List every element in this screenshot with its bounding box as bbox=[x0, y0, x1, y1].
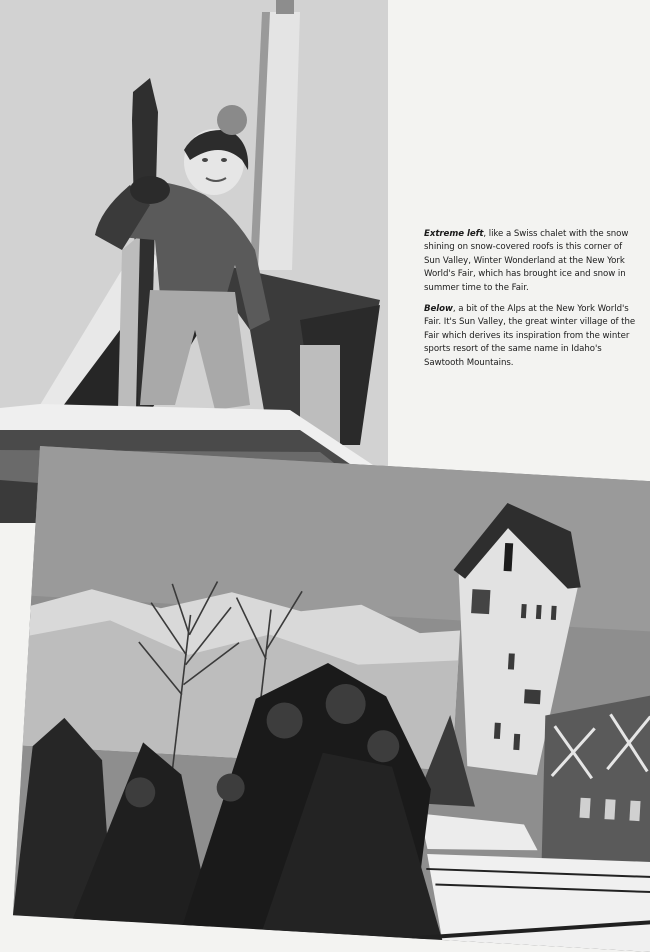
caption-text-1: , like a Swiss chalet with the snow shining on snow-covered roofs is this corner of Sun Valley, Winter Wonderland at the New York World's Fair, which has brought ice and snow in summer time to the Fair. bbox=[424, 229, 629, 293]
village-photo-art bbox=[13, 446, 650, 952]
sun-valley-photograph bbox=[13, 446, 650, 952]
skier-photograph bbox=[0, 0, 388, 523]
caption-paragraph-2 bbox=[424, 303, 638, 370]
caption-block bbox=[424, 228, 638, 378]
caption-lead-2: Below bbox=[424, 304, 453, 315]
caption-text-2: , a bit of the Alps at the New York World's Fair. It's Sun Valley, the great winter village of the Fair which derives its inspiration from the winter sports resort of the same name in Idaho's Sawtooth Mountains. bbox=[424, 304, 636, 368]
caption-paragraph-1 bbox=[424, 228, 638, 295]
caption-lead-1: Extreme left bbox=[424, 229, 484, 239]
skier-photo-art bbox=[0, 0, 388, 523]
